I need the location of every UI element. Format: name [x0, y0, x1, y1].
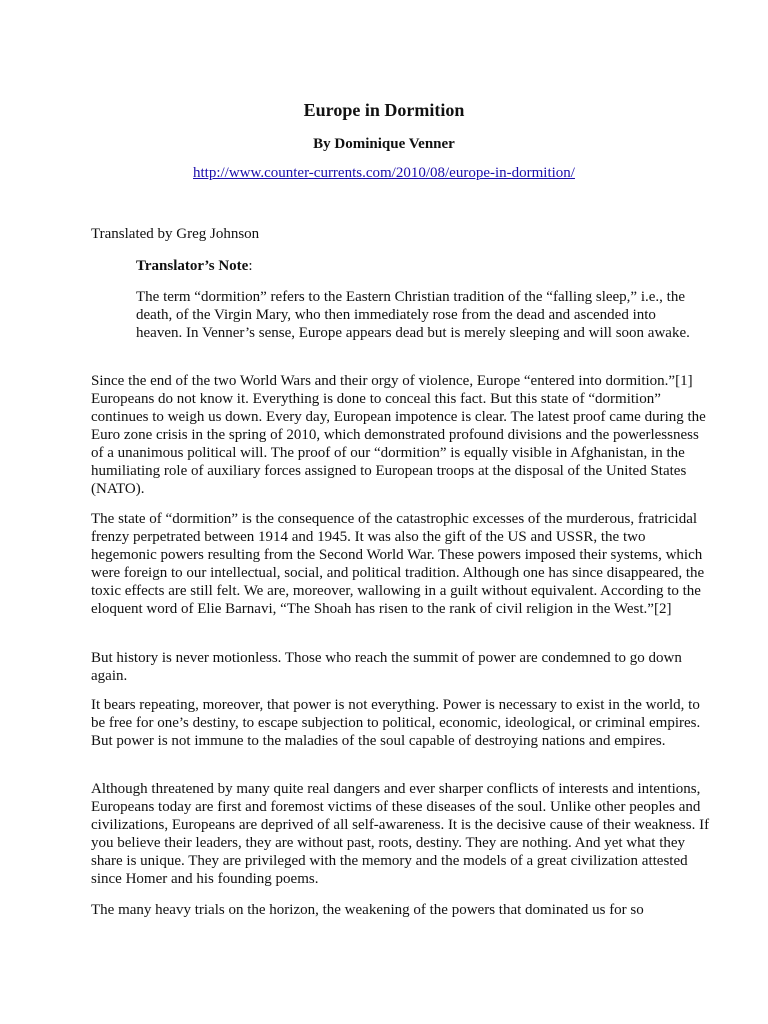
paragraph: Since the end of the two World Wars and their orgy of violence, Europe “entered into dormition.”[1] Europeans do not know it. Everything is done to conceal this fact. But this state of “dormition” continues to weigh us down. Every day, European impotence is clear. The latest proof came during the Euro zone crisis in the spring of 2010, which demonstrated profound divisions and the powerlessness of a unanimous political will. The proof of our “dormition” is equally visible in Afghanistan, in the humiliating role of auxiliary forces assigned to European troops at the disposal of the United States (NATO).: [91, 373, 706, 497]
source-url-link[interactable]: http://www.counter-currents.com/2010/08/europe-in-dormition/: [193, 165, 575, 181]
paragraph: The state of “dormition” is the consequence of the catastrophic excesses of the murderous, fratricidal frenzy perpetrated between 1914 and 1945. It was also the gift of the US and USSR, the two hegemonic powers resulting from the Second World War. These powers imposed their systems, which were foreign to our intellectual, social, and political tradition. Although one has since disappeared, the toxic effects are still felt. We are, moreover, wallowing in a guilt without equivalent. According to the eloquent word of Elie Barnavi, “The Shoah has risen to the rank of civil religion in the West.”[2]: [91, 511, 705, 617]
translator-note-heading: [136, 257, 253, 276]
translator-note-label: Translator’s Note: [136, 258, 249, 274]
translator-credit: Translated by Greg Johnson: [91, 226, 260, 242]
source-url: [0, 163, 768, 183]
paragraph: The many heavy trials on the horizon, the weakening of the powers that dominated us for so: [91, 902, 644, 918]
paragraph: But history is never motionless. Those who reach the summit of power are condemned to go down again.: [91, 650, 682, 684]
translator-note-colon: :: [248, 258, 253, 274]
document-title: Europe in Dormition: [303, 100, 465, 120]
paragraph: Although threatened by many quite real dangers and ever sharper conflicts of interests and intentions, Europeans today are first and foremost victims of these diseases of the soul. Unlike other peoples and civilizations, Europeans are deprived of all self-awareness. It is the decisive cause of their weakness. If you believe their leaders, they are without past, roots, destiny. They are nothing. And yet what they share is unique. They are privileged with the memory and the models of a great civilization attested since Homer and his founding poems.: [91, 781, 710, 887]
translator-note-body: The term “dormition” refers to the Eastern Christian tradition of the “falling sleep,” i.e., the death, of the Virgin Mary, who then immediately rose from the dead and ascended into heaven. In Venner’s sense, Europe appears dead but is merely sleeping and will soon awake.: [136, 289, 690, 341]
author-byline: By Dominique Venner: [313, 136, 455, 152]
paragraph: It bears repeating, moreover, that power is not everything. Power is necessary to exist in the world, to be free for one’s destiny, to escape subjection to political, economic, ideological, or criminal empires. But power is not immune to the maladies of the soul capable of destroying nations and empires.: [91, 697, 701, 749]
